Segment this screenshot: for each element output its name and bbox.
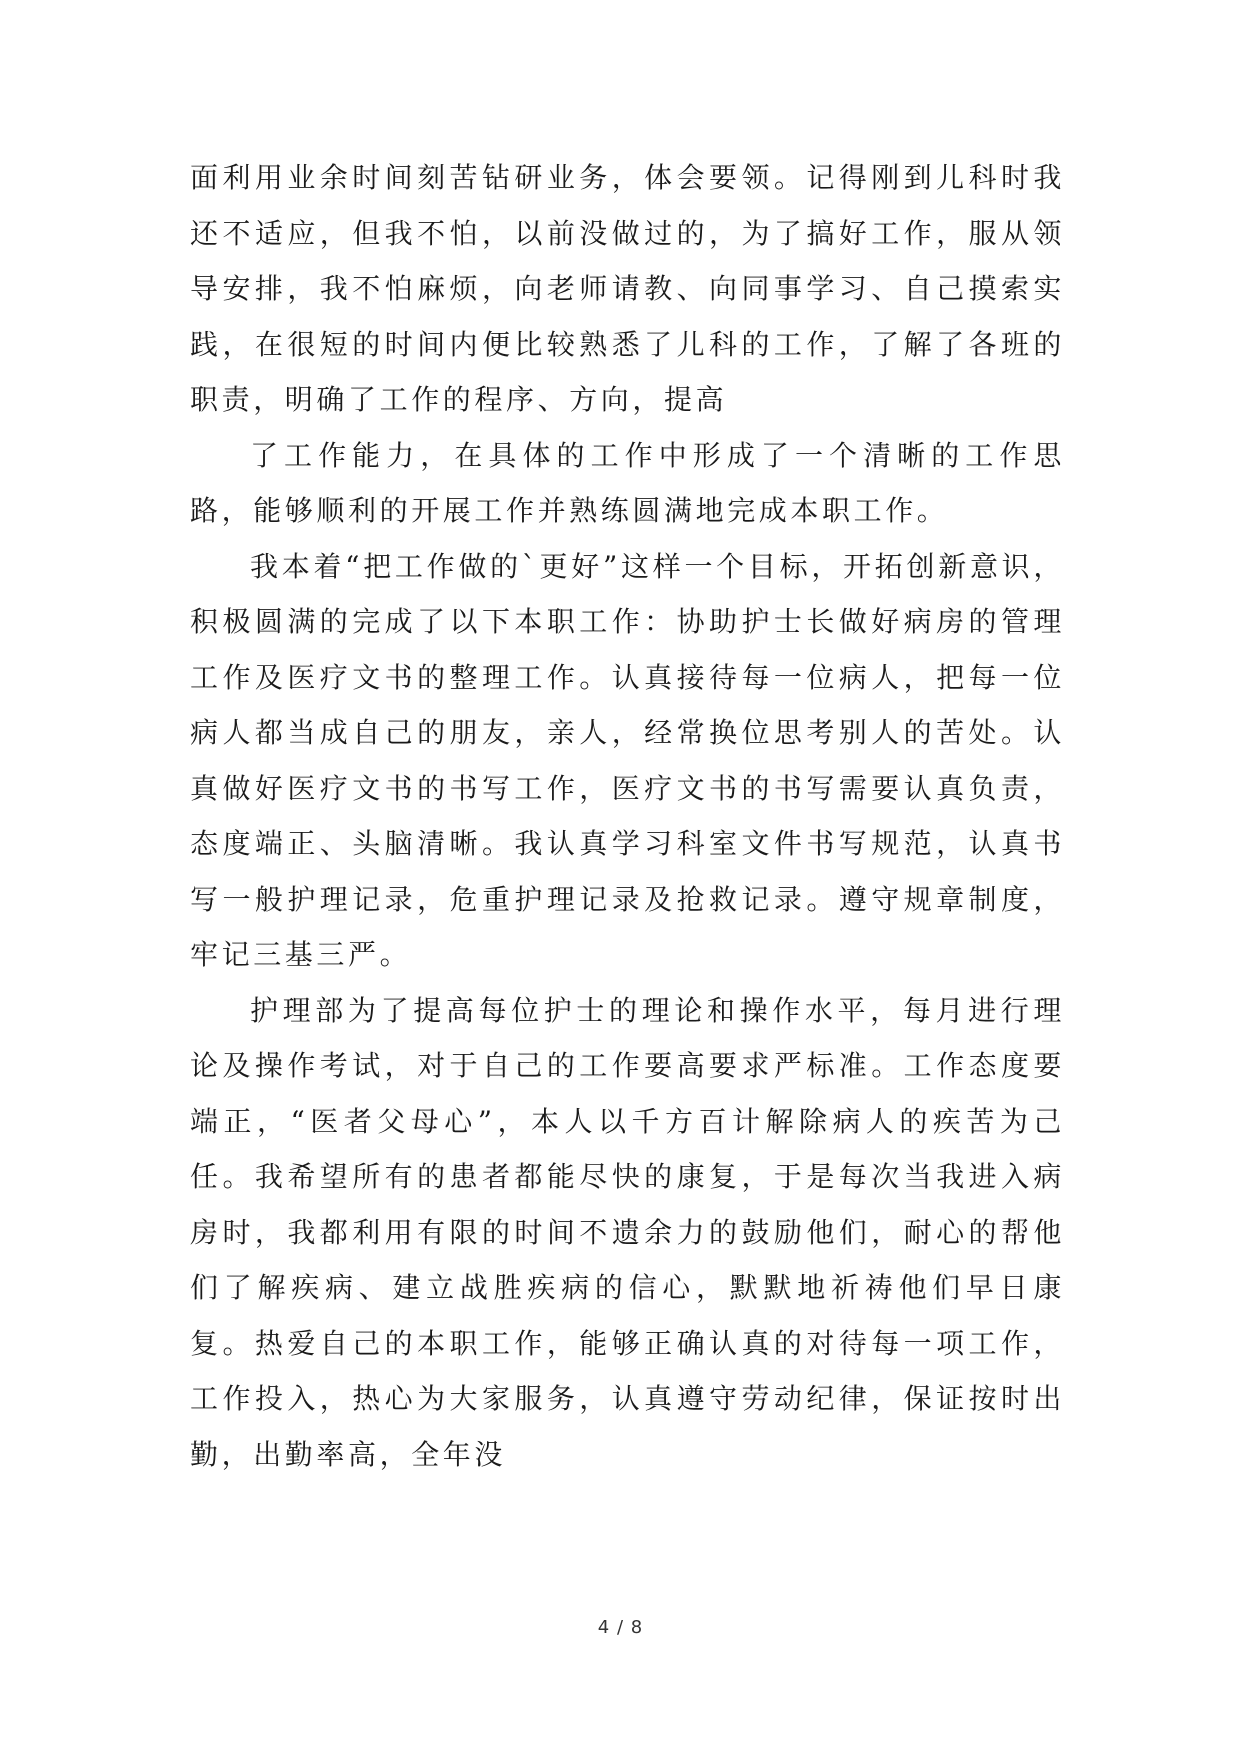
paragraph-duties: 我本着“把工作做的`更好”这样一个目标，开拓创新意识，积极圆满的完成了以下本职工作：协助护士长做好病房的管理工作及医疗文书的整理工作。认真接待每一位病人，把每一位病人都当成自己的朋友，亲人，经常换位思考别人的苦处。认真做好医疗文书的书写工作，医疗文书的书写需要认真负责，态度端正、头脑清晰。我认真学习科室文件书写规范，认真书写一般护理记录，危重护理记录及抢救记录。遵守规章制度，牢记三基三严。 (190, 549, 1065, 971)
paragraph-nursing-department: 护理部为了提高每位护士的理论和操作水平，每月进行理论及操作考试，对于自己的工作要高要求严标准。工作态度要端正，“医者父母心”，本人以千方百计解除病人的疾苦为己任。我希望所有的患者都能尽快的康复，于是每次当我进入病房时，我都利用有限的时间不遗余力的鼓励他们，耐心的帮他们了解疾病、建立战胜疾病的信心，默默地祈祷他们早日康复。热爱自己的本职工作，能够正确认真的对待每一项工作，工作投入，热心为大家服务，认真遵守劳动纪律，保证按时出勤，出勤率高，全年没 (190, 993, 1065, 1471)
body-text (190, 150, 1065, 1482)
page-number: 4 / 8 (597, 1617, 644, 1638)
paragraph-continuation: 面利用业余时间刻苦钻研业务，体会要领。记得刚到儿科时我还不适应，但我不怕，以前没做过的，为了搞好工作，服从领导安排，我不怕麻烦，向老师请教、向同事学习、自己摸索实践，在很短的时间内便比较熟悉了儿科的工作，了解了各班的职责，明确了工作的程序、方向，提高 (190, 161, 1065, 416)
paragraph-work-ability: 了工作能力，在具体的工作中形成了一个清晰的工作思路，能够顺利的开展工作并熟练圆满地完成本职工作。 (190, 438, 1065, 527)
